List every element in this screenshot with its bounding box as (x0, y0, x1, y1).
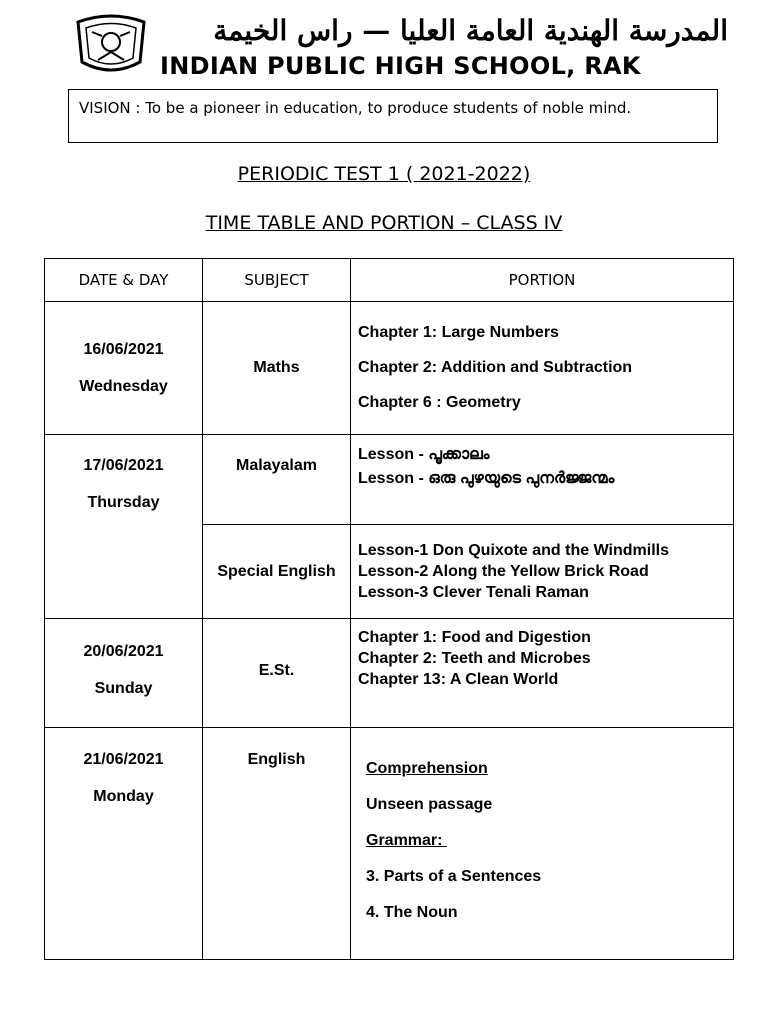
date-cell (45, 728, 203, 960)
portion-item: Unseen passage (366, 796, 493, 813)
portion-cell (351, 302, 734, 435)
date-cell (45, 435, 203, 619)
table-row (45, 435, 734, 525)
portion-cell (351, 619, 734, 728)
page-subtitle: TIME TABLE AND PORTION – CLASS IV (205, 212, 563, 234)
subject-cell: Malayalam (203, 435, 351, 525)
subject-cell: English (203, 728, 351, 960)
school-header (68, 12, 730, 82)
portion-item: Chapter 1: Food and Digestion (358, 629, 591, 646)
portion-item: Lesson-1 Don Quixote and the Windmills (358, 542, 669, 559)
portion-item: Chapter 6 : Geometry (358, 394, 521, 411)
column-header-portion: PORTION (351, 259, 734, 302)
portion-cell (351, 525, 734, 619)
timetable (44, 258, 734, 960)
portion-heading: Grammar: (366, 832, 447, 849)
portion-item: Chapter 2: Teeth and Microbes (358, 650, 591, 667)
portion-item: Lesson-2 Along the Yellow Brick Road (358, 563, 649, 580)
portion-item: Lesson - ഒരു പുഴയുടെ പുനർജ്ജന്മം (358, 470, 615, 487)
date: 17/06/2021 (83, 457, 164, 474)
portion-item: 4. The Noun (366, 904, 458, 921)
portion-item: Lesson - പൂക്കാലം (358, 446, 490, 463)
table-header-row (45, 259, 734, 302)
column-header-date: DATE & DAY (45, 259, 203, 302)
day: Sunday (94, 680, 153, 697)
school-crest-icon (72, 14, 150, 76)
date-cell (45, 619, 203, 728)
portion-cell (351, 728, 734, 960)
date: 16/06/2021 (83, 340, 164, 358)
portion-item: Chapter 1: Large Numbers (358, 324, 559, 341)
portion-item: Chapter 13: A Clean World (358, 671, 559, 688)
school-name: INDIAN PUBLIC HIGH SCHOOL, RAK (160, 52, 641, 80)
page-title: PERIODIC TEST 1 ( 2021-2022) (237, 163, 531, 185)
table-row (45, 302, 734, 435)
school-name-arabic: المدرسة الهندية العامة العليا — راس الخيمة (213, 14, 728, 47)
subject-cell: Maths (203, 302, 351, 435)
portion-heading: Comprehension (366, 760, 488, 777)
subject-cell: Special English (203, 525, 351, 619)
vision-statement: VISION : To be a pioneer in education, to produce students of noble mind. (68, 89, 718, 143)
portion-cell (351, 435, 734, 525)
column-header-subject: SUBJECT (203, 259, 351, 302)
table-row (45, 728, 734, 960)
table-row (45, 619, 734, 728)
date-cell (45, 302, 203, 435)
day: Wednesday (79, 377, 168, 395)
subject-cell: E.St. (203, 619, 351, 728)
portion-item: Lesson-3 Clever Tenali Raman (358, 584, 589, 601)
date: 20/06/2021 (83, 643, 164, 660)
day: Monday (93, 788, 154, 805)
portion-item: Chapter 2: Addition and Subtraction (358, 359, 633, 376)
portion-item: 3. Parts of a Sentences (366, 868, 542, 885)
date: 21/06/2021 (83, 751, 164, 768)
day: Thursday (87, 494, 160, 511)
